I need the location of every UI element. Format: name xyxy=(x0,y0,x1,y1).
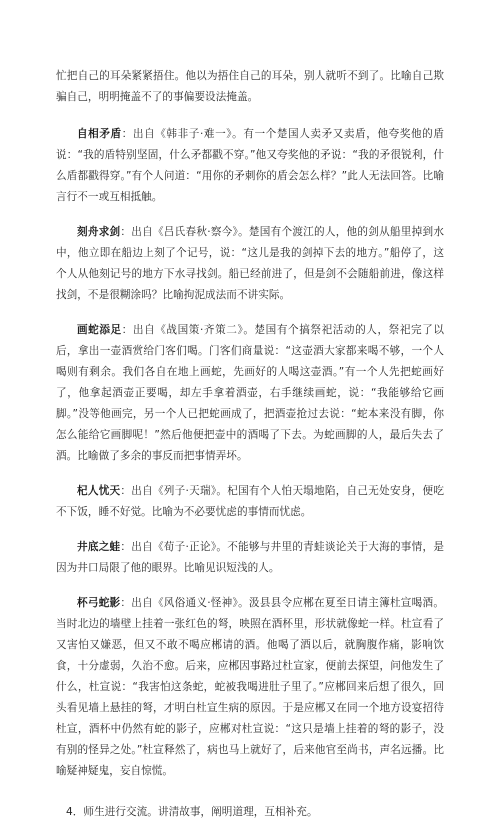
idiom-paragraph-kezhouqiujian xyxy=(56,222,444,306)
continuation-paragraph: 忙把自己的耳朵紧紧捂住。他以为捂住自己的耳朵，别人就听不到了。比喻自己欺骗自己，明明掩盖不了的事偏要设法掩盖。 xyxy=(56,70,444,103)
idiom-paragraph-zixiangmaodun xyxy=(56,124,444,208)
idiom-term: 井底之蛙 xyxy=(77,541,121,553)
idiom-term: 杯弓蛇影 xyxy=(77,597,121,609)
idiom-term: 自相矛盾 xyxy=(77,128,122,140)
idiom-paragraph-jingdizhiwa xyxy=(56,537,444,579)
idiom-explanation: ：出自《韩非子·难一》。有一个楚国人卖矛又卖盾，他夸奖他的盾说：“我的盾特别坚固，什么矛都戳不穿。”他又夸奖他的矛说：“我的矛很锐利，什么盾都戳得穿。”有个人问道：“用你的矛刺你的盾会怎么样？”此人无法回答。比喻言行不一或互相抵触。 xyxy=(56,128,444,203)
idiom-paragraph-huashetianzu xyxy=(56,320,444,467)
closing-step: 4．师生进行交流。讲清故事，阐明道理，互相补充。 xyxy=(66,806,318,818)
idiom-term: 刻舟求剑 xyxy=(77,226,121,238)
idiom-explanation: ：出自《列子·天瑞》。杞国有个人怕天塌地陷，自己无处安身，便吃不下饭，睡不好觉。比喻为不必要忧虑的事情而忧虑。 xyxy=(56,485,444,518)
idiom-explanation: ：出自《战国策·齐策二》。楚国有个搞祭祀活动的人，祭祀完了以后，拿出一壶酒赏给门客们喝。门客们商量说：“这壶酒大家都来喝不够，一个人喝则有剩余。我们各自在地上画蛇，先画好的人喝这壶酒。”有一个人先把蛇画好了，他拿起酒壶正要喝，却左手拿着酒壶，右手继续画蛇，说：“我能够给它画脚。”没等他画完，另一个人已把蛇画成了，把酒壶抢过去说：“蛇本来没有脚，你怎么能给它画脚呢！”然后他便把壶中的酒喝了下去。为蛇画脚的人，最后失去了酒。比喻做了多余的事反而把事情弄坏。 xyxy=(56,324,444,462)
idiom-explanation: ：出自《风俗通义·怪神》。汲县县令应郴在夏至日请主簿杜宣喝酒。当时北边的墙壁上挂着一张红色的弩，映照在酒杯里，形状就像蛇一样。杜宣看了又害怕又嫌恶，但又不敢不喝应郴请的酒。他喝了酒以后，就胸腹作痛，影响饮食，十分虚弱，久治不愈。后来，应郴因事路过杜宣家，便前去探望，问他发生了什么，杜宣说：“我害怕这条蛇，蛇被我喝进肚子里了。”应郴回来后想了很久，回头看见墙上悬挂的弩，才明白杜宣生病的原因。于是应郴又在同一个地方设宴招待杜宣，酒杯中仍然有蛇的影子，应郴对杜宣说：“这只是墙上挂着的弩的影子，没有别的怪异之处。”杜宣释然了，病也马上就好了，后来他官至尚书，声名远播。比喻疑神疑鬼，妄自惊慌。 xyxy=(56,597,444,777)
idiom-paragraph-qirenyoutian xyxy=(56,481,444,523)
idiom-explanation: ：出自《吕氏春秋·察今》。楚国有个渡江的人，他的剑从船里掉到水中，他立即在船边上刻了个记号，说：“这儿是我的剑掉下去的地方。”船停了，这个人从他刻记号的地方下水寻找剑。船已经前进了，但是剑不会随船前进，像这样找剑，不是很糊涂吗？比喻拘泥成法而不讲实际。 xyxy=(56,226,444,301)
idiom-term: 杞人忧天 xyxy=(77,485,121,497)
idiom-paragraph-beigongsheying xyxy=(56,593,444,782)
idiom-term: 画蛇添足 xyxy=(77,324,122,336)
idiom-explanation: ：出自《荀子·正论》。不能够与井里的青蛙谈论关于大海的事情，是因为井口局限了他的眼界。比喻见识短浅的人。 xyxy=(56,541,444,574)
